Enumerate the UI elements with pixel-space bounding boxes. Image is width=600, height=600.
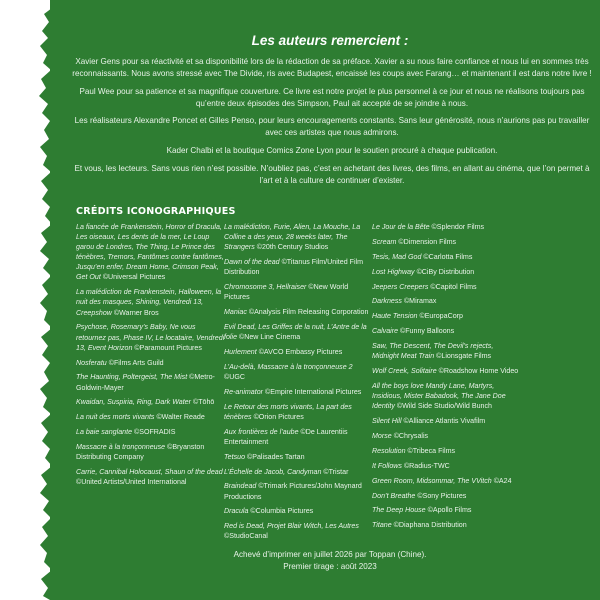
credit-source: ©Analysis Film Releasing Corporation [246, 308, 369, 317]
credit-source: ©EuropaCorp [417, 312, 463, 321]
credit-entry [224, 481, 374, 501]
credit-entry [224, 257, 374, 277]
credit-entry [372, 282, 522, 292]
credit-titles: Kwaidan, Suspiria, Ring, Dark Water [76, 398, 191, 407]
credit-source: ©A24 [491, 476, 512, 485]
thanks-paragraph: Kader Chalbi et la boutique Comics Zone Lyon pour le soutien procuré à chaque publication. [166, 146, 498, 156]
credit-entry [76, 397, 226, 407]
credit-entry [372, 341, 522, 361]
credit-entry [76, 222, 226, 283]
credit-titles: Darkness [372, 297, 402, 306]
credit-entry [372, 311, 522, 321]
credit-titles: Chromosome 3, Hellraiser [224, 283, 307, 292]
thanks-paragraph: Xavier Gens pour sa réactivité et sa disponibilité lors de la rédaction de sa préface. Xavier a su nous faire confiance et nous lui en sommes très reconnaissants. Nous avons stressé avec The Divide, ris avec Budapest, encaissé les coups avec Farang… et maintenant il est dans notre livre ! [72, 57, 592, 79]
credit-titles: Tetsuo [224, 452, 246, 461]
credit-titles: Massacre à la tronçonneuse [76, 443, 166, 452]
thanks-block [72, 56, 592, 192]
thanks-title: Les auteurs remercient : [251, 33, 409, 48]
credit-entry [224, 467, 374, 477]
credit-source: ©AVCO Embassy Pictures [256, 347, 343, 356]
credit-entry [372, 366, 522, 376]
credit-entry [76, 427, 226, 437]
credit-entry [372, 446, 522, 456]
credit-titles: La malédiction, Furie, Alien, La Mouche, La Colline a des yeux, 28 weeks later, The Strangers [224, 223, 361, 252]
credit-titles: La nuit des morts vivants [76, 413, 155, 422]
credit-titles: Le Jour de la Bête [372, 223, 430, 231]
credit-titles: Silent Hill [372, 417, 402, 426]
credit-source: ©Columbia Pictures [248, 507, 314, 516]
credit-entry [372, 222, 522, 232]
credit-source: ©Tristar [321, 467, 349, 476]
credit-titles: Psychose, Rosemary’s Baby, Ne vous retournez pas, Phase IV, Le locataire, Vendredi 13, Event Horizon [76, 323, 225, 352]
credit-titles: Carrie, Cannibal Holocaust, Shaun of the dead [76, 468, 223, 477]
credit-source: ©Roadshow Home Video [436, 367, 519, 376]
credit-entry [76, 287, 226, 317]
credit-titles: Morse [372, 431, 392, 440]
thanks-paragraph: Et vous, les lecteurs. Sans vous rien n’est possible. N’oubliez pas, c’est en achetant des livres, des films, en allant au cinéma, que l’on permet à l’art et à la culture de continuer d’exister. [74, 163, 590, 185]
credit-source: ©Walter Reade [154, 413, 205, 422]
credit-titles: Calvaire [372, 327, 399, 336]
credit-source: ©New World Pictures [224, 283, 349, 302]
footer-line: Premier tirage : août 2023 [283, 561, 377, 571]
credits-column-3 [372, 222, 522, 535]
credit-source: ©20th Century Studios [254, 243, 329, 252]
credit-titles: Don’t Breathe [372, 491, 416, 500]
thanks-paragraph: Les réalisateurs Alexandre Poncet et Gilles Penso, pour leurs encouragements constants. Sans leur générosité, nous n’aurions pas pu travailler avec ces artistes que nous admirons. [74, 116, 590, 138]
credit-titles: Titane [372, 521, 392, 530]
credit-source: ©Films Arts Guild [106, 358, 164, 367]
credit-titles: Hurlement [224, 347, 257, 356]
credit-titles: Resolution [372, 446, 406, 455]
credit-source: ©Apollo Films [425, 506, 472, 515]
credit-titles: La fiancée de Frankenstein, Horror of Dracula, Les oiseaux, Les dents de la mer, Le Loup garou de Londres, The Thing, Le Prince des ténèbres, Tremors, Fantômes contre fantômes, Jusqu’en enfer, Dream Home, Crimson Peak, Get Out [76, 223, 224, 282]
credits-column-1 [76, 222, 226, 492]
credit-entry [372, 381, 522, 411]
credit-source: ©CiBy Distribution [414, 267, 475, 276]
credit-entry [372, 505, 522, 515]
credit-source: ©De Laurentiis Entertainment [224, 427, 348, 446]
credit-entry [76, 467, 226, 487]
credit-source: ©Diaphana Distribution [391, 521, 467, 530]
credit-titles: Maniac [224, 308, 247, 317]
credit-source: ©Capitol Films [428, 282, 477, 291]
print-footer [60, 549, 600, 572]
credit-titles: Haute Tension [372, 312, 418, 321]
credit-entry [76, 412, 226, 422]
credit-entry [372, 267, 522, 277]
credit-source: ©StudioCanal [224, 532, 268, 541]
credit-titles: Red is Dead, Projet Blair Witch, Les Autres [224, 522, 359, 531]
credit-titles: Braindead [224, 482, 257, 491]
credit-titles: La baie sanglante [76, 428, 133, 437]
credit-entry [76, 358, 226, 368]
footer-line: Achevé d’imprimer en juillet 2026 par Toppan (Chine). [233, 550, 427, 559]
credit-source: ©Universal Pictures [100, 273, 166, 282]
credit-titles: Scream [372, 237, 397, 246]
credit-entry [224, 222, 374, 252]
credit-source: ©UGC [224, 372, 245, 381]
credit-entry [76, 322, 226, 352]
credit-titles: Nosferatu [76, 358, 107, 367]
credit-titles: Tesis, Mad God [372, 252, 422, 261]
credit-titles: It Follows [372, 461, 402, 470]
credit-titles: L’Échelle de Jacob, Candyman [224, 467, 322, 476]
credit-source: ©Bryanston Distributing Company [76, 443, 205, 462]
credit-source: ©Trimark Pictures/John Maynard Productions [224, 482, 362, 501]
credit-source: ©SOFRADIS [132, 428, 176, 437]
credit-source: ©Palisades Tartan [245, 452, 305, 461]
credit-source: ©Dimension Films [396, 237, 457, 246]
credit-entry [224, 387, 374, 397]
credit-source: ©Tribeca Films [405, 446, 456, 455]
credit-source: ©Empire International Pictures [263, 387, 362, 396]
credit-source: ©Titanus Film/United Film Distribution [224, 258, 364, 277]
credit-source: ©New Line Cinema [237, 333, 301, 342]
credit-entry [372, 491, 522, 501]
credit-titles: Aux frontières de l’aube [224, 427, 299, 436]
thanks-paragraph: Paul Wee pour sa patience et sa magnifique couverture. Ce livre est notre projet le plus personnel à ce jour et nous ne réalisons toujours pas qu’entre deux épisodes des Simpson, Paul ait accepté de se joindre à nous. [79, 86, 585, 108]
credit-titles: The Deep House [372, 506, 426, 515]
credit-entry [224, 452, 374, 462]
credit-entry [372, 431, 522, 441]
credit-source: ©Orion Pictures [251, 412, 304, 421]
credit-source: ©Carlotta Films [421, 252, 473, 261]
credit-source: ©Metro-Goldwin-Mayer [76, 373, 215, 392]
credit-entry [224, 347, 374, 357]
credits-title: CRÉDITS ICONOGRAPHIQUES [76, 206, 236, 217]
credit-entry [224, 282, 374, 302]
credit-entry [224, 521, 374, 541]
credit-source: ©Paramount Pictures [132, 343, 202, 352]
credit-entry [372, 252, 522, 262]
credit-entry [224, 427, 374, 447]
credit-entry [76, 372, 226, 392]
credit-titles: Le Retour des morts vivants, La part des ténèbres [224, 402, 352, 421]
credit-source: ©Splendor Films [429, 223, 485, 231]
credit-titles: Dawn of the dead [224, 258, 280, 267]
credit-titles: Wolf Creek, Solitaire [372, 367, 437, 376]
credit-entry [372, 461, 522, 471]
credit-source: ©Warner Bros [111, 308, 159, 317]
credit-titles: Jeepers Creepers [372, 282, 429, 291]
credit-entry [372, 237, 522, 247]
credit-titles: L’Au-delà, Massacre à la tronçonneuse 2 [224, 362, 353, 371]
credit-source: ©Chrysalis [391, 431, 429, 440]
credit-titles: Saw, The Descent, The Devil’s rejects, Midnight Meat Train [372, 342, 494, 361]
credit-titles: Green Room, Midsommar, The VVitch [372, 476, 492, 485]
credit-source: ©United Artists/United International [76, 478, 187, 487]
credit-entry [372, 416, 522, 426]
credit-source: ©Sony Pictures [415, 491, 467, 500]
credit-entry [224, 322, 374, 342]
credit-entry [372, 326, 522, 336]
credit-titles: Dracula [224, 507, 249, 516]
credit-titles: Evil Dead, Les Griffes de la nuit, L’Antre de la folie [224, 322, 367, 342]
credit-titles: Re-animator [224, 387, 264, 396]
credit-titles: Lost Highway [372, 267, 415, 276]
credit-titles: The Haunting, Poltergeist, The Mist [76, 373, 188, 382]
credit-titles: All the boys love Mandy Lane, Martyrs, Insidious, Mister Babadook, The Jane Doe Identity [372, 382, 506, 411]
credit-entry [372, 476, 522, 486]
credit-source: ©Tōhō [191, 398, 215, 407]
credit-entry [224, 307, 374, 317]
credit-entry [224, 362, 374, 382]
credit-source: ©Radius-TWC [401, 461, 450, 470]
credit-entry [224, 506, 374, 516]
credit-entry [372, 296, 522, 306]
credit-titles: La malédiction de Frankenstein, Halloween, la nuit des masques, Shining, Vendredi 13, Creepshow [76, 288, 222, 317]
credit-entry [372, 520, 522, 530]
credit-source: ©Alliance Atlantis Vivafilm [401, 417, 486, 426]
credit-entry [224, 402, 374, 422]
credits-column-2 [224, 222, 374, 546]
credit-source: ©Funny Balloons [398, 327, 455, 336]
credit-source: ©Wild Side Studio/Wild Bunch [394, 402, 492, 411]
credit-source: ©Miramax [401, 297, 437, 306]
credit-source: ©Lionsgate Films [434, 352, 492, 361]
credit-entry [76, 442, 226, 462]
